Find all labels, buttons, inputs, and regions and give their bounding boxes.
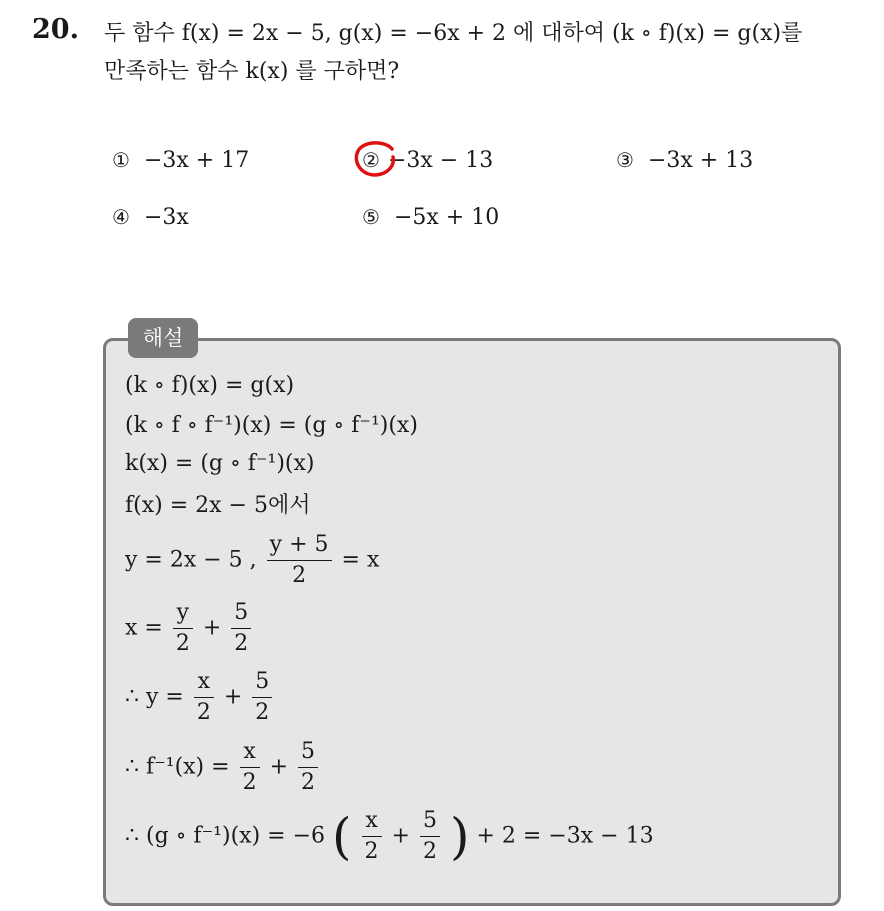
- denominator: 2: [175, 631, 190, 656]
- equation-text: x =: [125, 615, 163, 641]
- numerator: x: [240, 737, 260, 768]
- solution-line-5: [125, 530, 379, 591]
- choice-text: −3x − 13: [387, 148, 494, 173]
- solution-line-7: [125, 667, 275, 728]
- denominator: 2: [234, 631, 249, 656]
- denominator: 2: [292, 563, 307, 588]
- fraction: [267, 530, 332, 591]
- solution-line-3: k(x) = (g ∘ f⁻¹)(x): [125, 451, 315, 476]
- left-paren: (: [332, 807, 352, 866]
- choice-text: −3x + 13: [647, 148, 754, 173]
- choice-4[interactable]: [112, 205, 189, 230]
- numerator: 5: [298, 737, 318, 768]
- fraction: [420, 806, 440, 867]
- fraction: [240, 737, 260, 798]
- choice-text: −3x: [143, 205, 189, 230]
- numerator: y: [173, 598, 193, 629]
- question-number: 20.: [32, 14, 79, 45]
- plus-sign: +: [223, 684, 243, 710]
- choice-text: −5x + 10: [393, 205, 500, 230]
- equation-text: ∴ f⁻¹(x) =: [125, 754, 230, 780]
- numerator: y + 5: [267, 530, 332, 561]
- solution-tag: 해설: [128, 318, 198, 358]
- equation-text: = x: [341, 547, 380, 573]
- fraction: [298, 737, 318, 798]
- fraction: [194, 667, 214, 728]
- solution-line-1: (k ∘ f)(x) = g(x): [125, 373, 295, 398]
- numerator: x: [194, 667, 214, 698]
- choice-3[interactable]: [616, 148, 753, 173]
- choice-number: ③: [616, 148, 634, 172]
- numerator: 5: [231, 598, 251, 629]
- right-paren: ): [449, 807, 470, 866]
- equation-text: y = 2x − 5 ,: [125, 547, 257, 573]
- choice-number: ②: [362, 148, 380, 172]
- fraction: [362, 806, 382, 867]
- choice-1[interactable]: [112, 148, 249, 173]
- solution-line-8: [125, 737, 321, 798]
- fraction: [252, 667, 272, 728]
- plus-sign: +: [269, 754, 289, 780]
- equation-text: + 2 = −3x − 13: [476, 823, 654, 849]
- denominator: 2: [422, 839, 437, 864]
- choice-number: ⑤: [362, 205, 380, 229]
- denominator: 2: [255, 700, 270, 725]
- solution-line-6: [125, 598, 254, 659]
- denominator: 2: [301, 770, 316, 795]
- equation-text: ∴ y =: [125, 684, 184, 710]
- choice-text: −3x + 17: [143, 148, 250, 173]
- choice-5[interactable]: [362, 205, 499, 230]
- numerator: x: [362, 806, 382, 837]
- question-text-line2: 만족하는 함수 k(x) 를 구하면?: [104, 59, 400, 84]
- numerator: 5: [252, 667, 272, 698]
- denominator: 2: [242, 770, 257, 795]
- solution-line-9: [125, 806, 654, 867]
- plus-sign: +: [202, 615, 222, 641]
- choice-number: ①: [112, 148, 130, 172]
- solution-line-2: (k ∘ f ∘ f⁻¹)(x) = (g ∘ f⁻¹)(x): [125, 413, 418, 438]
- fraction: [231, 598, 251, 659]
- choice-number: ④: [112, 205, 130, 229]
- question-text-line1: 두 함수 f(x) = 2x − 5, g(x) = −6x + 2 에 대하여 (k ∘ f)(x) = g(x)를: [104, 21, 803, 46]
- answer-circle-mark: [352, 139, 398, 179]
- plus-sign: +: [391, 823, 410, 849]
- denominator: 2: [364, 839, 379, 864]
- denominator: 2: [196, 700, 211, 725]
- fraction: [173, 598, 193, 659]
- solution-line-4: f(x) = 2x − 5에서: [125, 493, 311, 518]
- numerator: 5: [420, 806, 440, 837]
- equation-text: ∴ (g ∘ f⁻¹)(x) = −6: [125, 823, 326, 849]
